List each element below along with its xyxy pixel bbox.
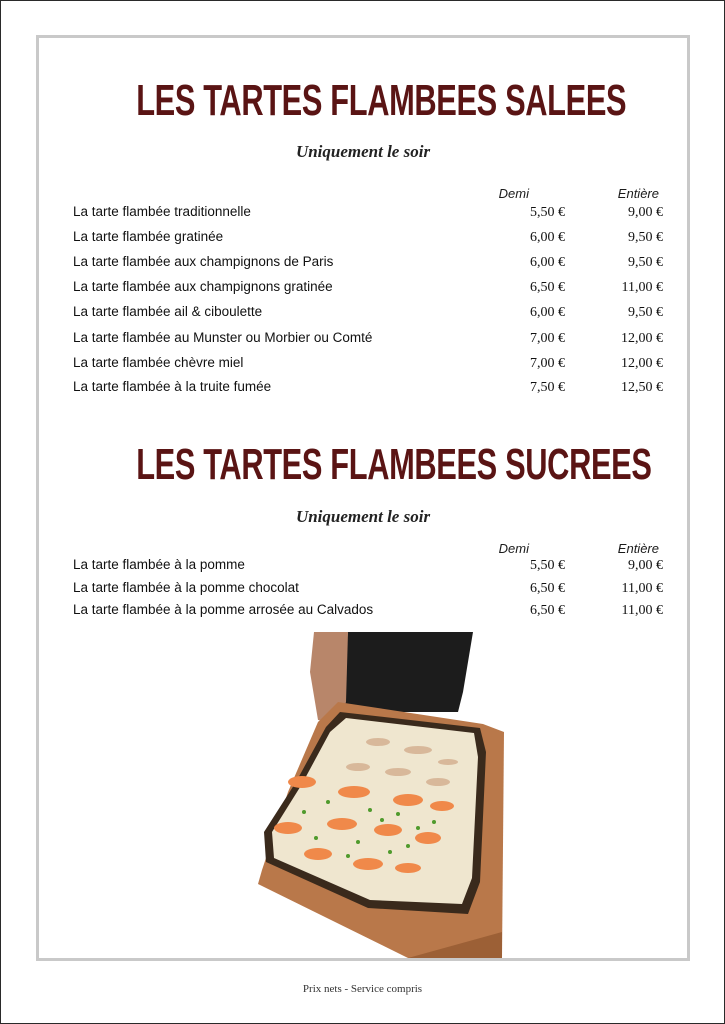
item-name: La tarte flambée à la pomme arrosée au Calvados bbox=[73, 602, 374, 617]
item-name: La tarte flambée au Munster ou Morbier ou Comté bbox=[73, 330, 373, 345]
price-entiere: 9,00 € bbox=[628, 558, 663, 573]
section-subtitle-sucrees: Uniquement le soir bbox=[295, 507, 431, 526]
col-header-entiere: Entière bbox=[617, 186, 659, 201]
price-demi: 7,50 € bbox=[530, 380, 565, 395]
price-entiere: 9,50 € bbox=[628, 255, 663, 270]
menu-item bbox=[73, 580, 663, 604]
price-entiere: 11,00 € bbox=[621, 581, 663, 596]
menu-item bbox=[73, 229, 663, 253]
section-title-sucrees: LES TARTES FLAMBEES SUCREES bbox=[136, 440, 652, 489]
menu-item bbox=[73, 379, 663, 403]
section-subtitle-salees: Uniquement le soir bbox=[295, 142, 431, 161]
price-entiere: 9,50 € bbox=[628, 230, 663, 245]
price-entiere: 12,50 € bbox=[621, 380, 663, 395]
menu-item bbox=[73, 330, 663, 354]
menu-item bbox=[73, 602, 663, 626]
item-name: La tarte flambée traditionnelle bbox=[73, 204, 251, 219]
menu-item bbox=[73, 254, 663, 278]
price-entiere: 9,50 € bbox=[628, 305, 663, 320]
section-title-salees: LES TARTES FLAMBEES SALEES bbox=[136, 76, 627, 125]
menu-item bbox=[73, 204, 663, 228]
price-demi: 5,50 € bbox=[530, 205, 565, 220]
item-name: La tarte flambée gratinée bbox=[73, 229, 224, 244]
price-demi: 6,00 € bbox=[530, 305, 565, 320]
price-entiere: 11,00 € bbox=[621, 280, 663, 295]
col-header-entiere: Entière bbox=[617, 541, 659, 556]
price-demi: 6,50 € bbox=[530, 603, 565, 618]
price-demi: 7,00 € bbox=[530, 356, 565, 371]
item-name: La tarte flambée à la pomme chocolat bbox=[73, 580, 299, 595]
price-demi: 5,50 € bbox=[530, 558, 565, 573]
item-name: La tarte flambée à la pomme bbox=[73, 557, 245, 572]
price-entiere: 11,00 € bbox=[621, 603, 663, 618]
price-entiere: 12,00 € bbox=[621, 331, 663, 346]
item-name: La tarte flambée à la truite fumée bbox=[73, 379, 272, 394]
price-demi: 6,00 € bbox=[530, 255, 565, 270]
item-name: La tarte flambée ail & ciboulette bbox=[73, 304, 263, 319]
price-demi: 6,50 € bbox=[530, 280, 565, 295]
price-demi: 6,00 € bbox=[530, 230, 565, 245]
price-demi: 7,00 € bbox=[530, 331, 565, 346]
price-entiere: 9,00 € bbox=[628, 205, 663, 220]
menu-item bbox=[73, 355, 663, 379]
col-header-demi: Demi bbox=[498, 541, 529, 556]
apron bbox=[344, 632, 473, 712]
col-header-demi: Demi bbox=[498, 186, 529, 201]
tarte-flambee-photo bbox=[258, 632, 504, 958]
item-name: La tarte flambée aux champignons gratinée bbox=[73, 279, 333, 294]
price-demi: 6,50 € bbox=[530, 581, 565, 596]
price-entiere: 12,00 € bbox=[621, 356, 663, 371]
item-name: La tarte flambée aux champignons de Paris bbox=[73, 254, 334, 269]
item-name: La tarte flambée chèvre miel bbox=[73, 355, 244, 370]
menu-item bbox=[73, 557, 663, 581]
menu-item bbox=[73, 279, 663, 303]
menu-item bbox=[73, 304, 663, 328]
footer-note: Prix nets - Service compris bbox=[302, 983, 423, 995]
